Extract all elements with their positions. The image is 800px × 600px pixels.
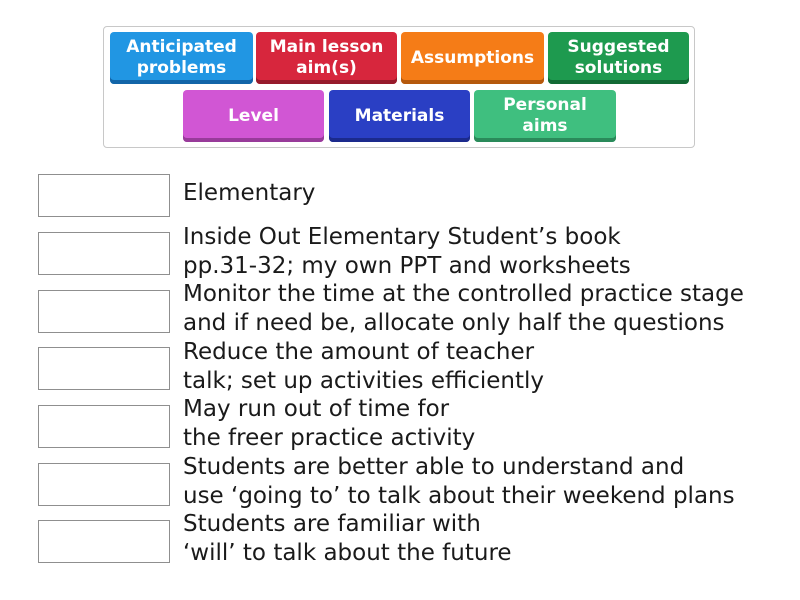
tile-level[interactable]: Level (183, 90, 324, 142)
tile-suggested-solutions[interactable]: Suggested solutions (548, 32, 689, 84)
tile-assumptions[interactable]: Assumptions (401, 32, 544, 84)
drop-box-1[interactable] (38, 174, 170, 217)
tile-main-lesson-aims[interactable]: Main lesson aim(s) (256, 32, 397, 84)
row-text-6: Students are better able to understand and use ‘going to’ to talk about their weekend plans (183, 454, 735, 509)
row-text-7: Students are familiar with ‘will’ to talk about the future (183, 511, 512, 566)
row-text-2: Inside Out Elementary Student’s book pp.31-32; my own PPT and worksheets (183, 224, 631, 279)
drop-box-7[interactable] (38, 520, 170, 563)
row-text-5: May run out of time for the freer practice activity (183, 396, 476, 451)
tile-anticipated-problems[interactable]: Anticipated problems (110, 32, 253, 84)
drop-box-6[interactable] (38, 463, 170, 506)
drop-box-2[interactable] (38, 232, 170, 275)
drop-box-5[interactable] (38, 405, 170, 448)
row-text-4: Reduce the amount of teacher talk; set up activities efficiently (183, 339, 545, 394)
row-text-1: Elementary (183, 180, 316, 206)
tile-personal-aims[interactable]: Personal aims (474, 90, 616, 142)
tile-materials[interactable]: Materials (329, 90, 470, 142)
drop-box-4[interactable] (38, 347, 170, 390)
row-text-3: Monitor the time at the controlled practice stage and if need be, allocate only half the questions (183, 281, 744, 336)
drop-box-3[interactable] (38, 290, 170, 333)
